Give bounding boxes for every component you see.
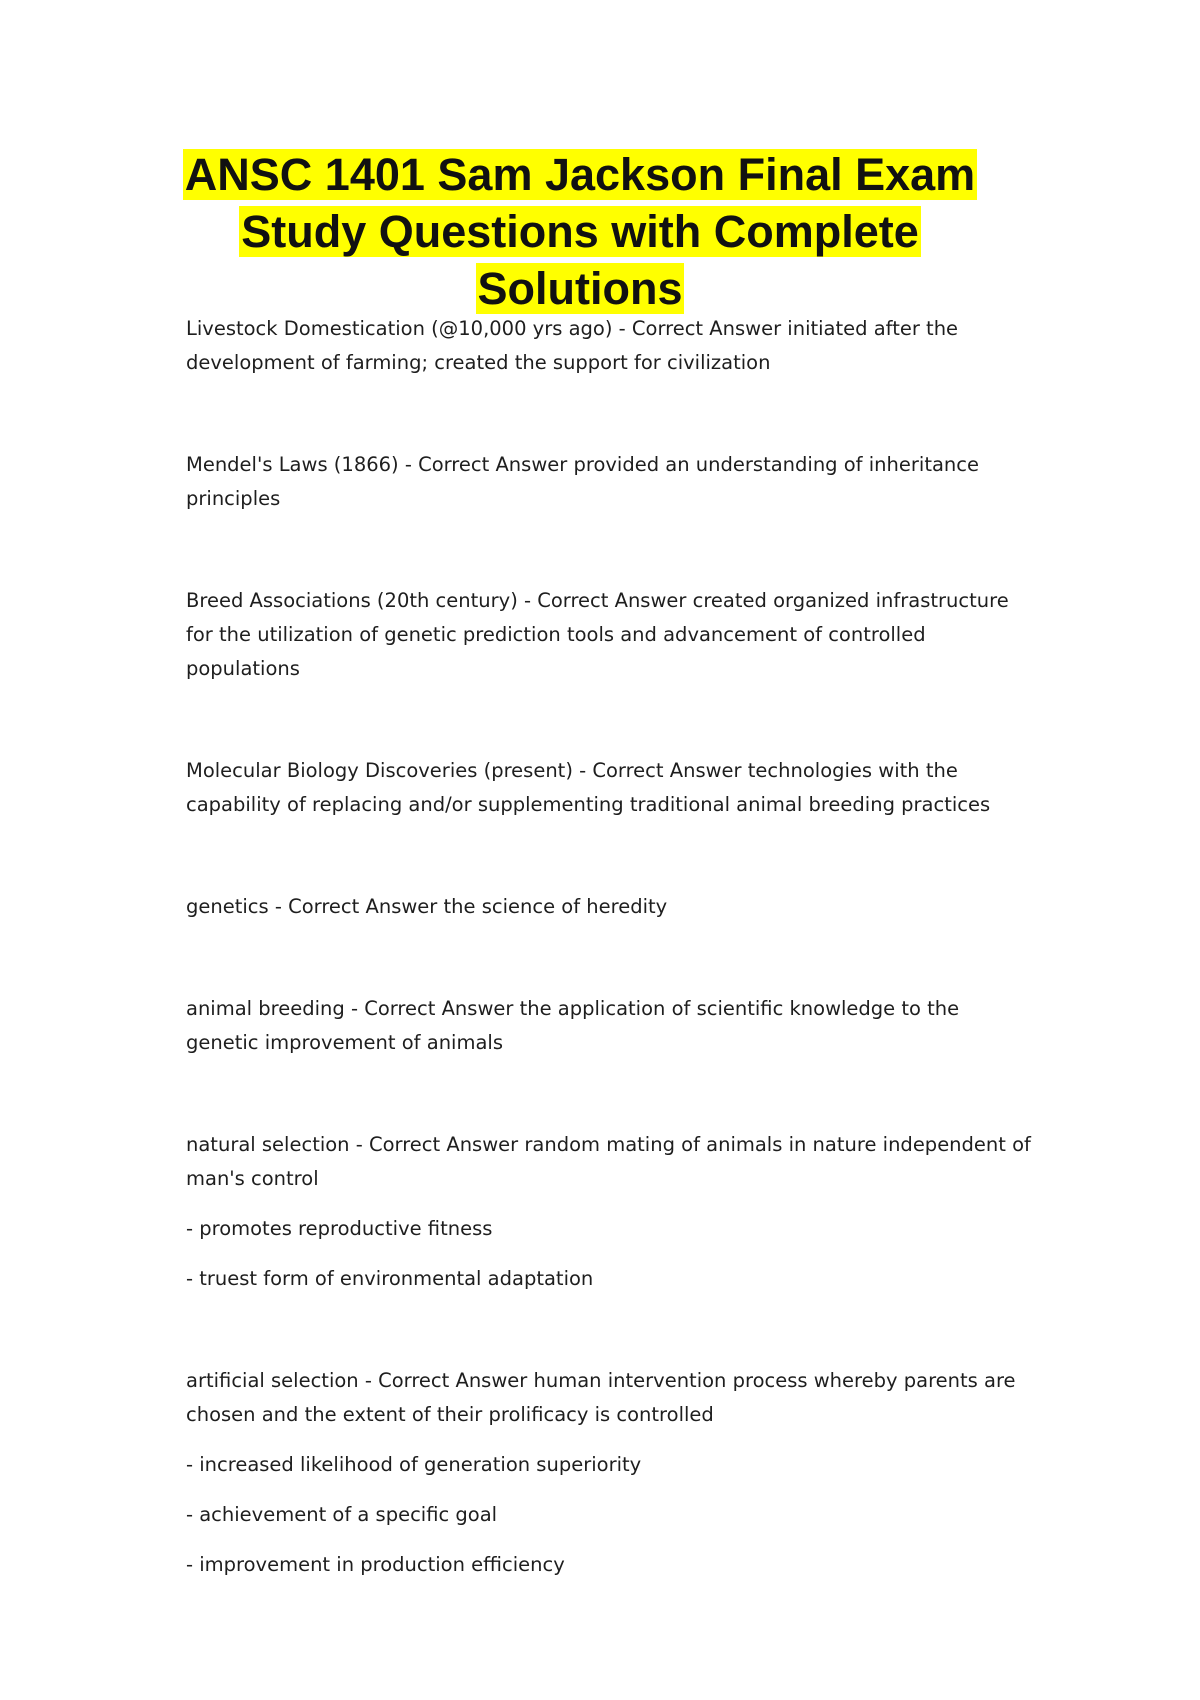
qa-term: natural selection xyxy=(186,1133,350,1156)
qa-term: Livestock Domestication (@10,000 yrs ago) xyxy=(186,317,613,340)
qa-answer: random mating of animals in nature independent of man's control xyxy=(186,1133,1031,1190)
qa-text xyxy=(186,890,1036,924)
qa-entry-molecular-biology xyxy=(186,754,1036,822)
qa-term: Molecular Biology Discoveries (present) xyxy=(186,759,573,782)
title-line-3: Solutions xyxy=(477,263,683,314)
qa-term: Breed Associations (20th century) xyxy=(186,589,518,612)
qa-separator: - Correct Answer xyxy=(344,997,520,1020)
qa-bullet: - increased likelihood of generation superiority xyxy=(186,1453,642,1476)
qa-term: Mendel's Laws (1866) xyxy=(186,453,399,476)
qa-list xyxy=(186,312,1036,1650)
qa-entry-genetics xyxy=(186,890,1036,924)
qa-bullet: - truest form of environmental adaptation xyxy=(186,1267,594,1290)
qa-answer: provided an understanding of inheritance principles xyxy=(186,453,979,510)
qa-entry-mendels-laws xyxy=(186,448,1036,516)
qa-answer: initiated after the development of farming; created the support for civilization xyxy=(186,317,959,374)
qa-bullet: - improvement in production efficiency xyxy=(186,1553,565,1576)
qa-answer: technologies with the capability of replacing and/or supplementing traditional animal breeding practices xyxy=(186,759,991,816)
title-line-1: ANSC 1401 Sam Jackson Final Exam xyxy=(184,149,976,200)
qa-text xyxy=(186,1364,1036,1432)
qa-text xyxy=(186,754,1036,822)
qa-bullet: - achievement of a specific goal xyxy=(186,1503,498,1526)
qa-answer: human intervention process whereby parents are chosen and the extent of their prolificacy is controlled xyxy=(186,1369,1016,1426)
qa-separator: - Correct Answer xyxy=(572,759,748,782)
qa-answer: the application of scientific knowledge to the genetic improvement of animals xyxy=(186,997,960,1054)
qa-term: artificial selection xyxy=(186,1369,359,1392)
qa-term: animal breeding xyxy=(186,997,345,1020)
qa-separator: - Correct Answer xyxy=(517,589,693,612)
qa-text xyxy=(186,312,1036,380)
qa-separator: - Correct Answer xyxy=(268,895,444,918)
title-line-2: Study Questions with Complete xyxy=(241,206,919,257)
qa-entry-livestock-domestication xyxy=(186,312,1036,380)
qa-bullet: - promotes reproductive fitness xyxy=(186,1217,493,1240)
qa-separator: - Correct Answer xyxy=(358,1369,534,1392)
qa-text xyxy=(186,448,1036,516)
qa-entry-natural-selection xyxy=(186,1128,1036,1296)
qa-term: genetics xyxy=(186,895,269,918)
qa-entry-animal-breeding xyxy=(186,992,1036,1060)
qa-text xyxy=(186,992,1036,1060)
qa-answer: the science of heredity xyxy=(443,895,668,918)
qa-answer: created organized infrastructure for the utilization of genetic prediction tools and advancement of controlled populations xyxy=(186,589,1009,680)
qa-text xyxy=(186,584,1036,686)
qa-text xyxy=(186,1128,1036,1196)
qa-separator: - Correct Answer xyxy=(612,317,788,340)
qa-separator: - Correct Answer xyxy=(398,453,574,476)
qa-entry-breed-associations xyxy=(186,584,1036,686)
qa-entry-artificial-selection xyxy=(186,1364,1036,1582)
page-title xyxy=(150,146,1010,317)
qa-separator: - Correct Answer xyxy=(349,1133,525,1156)
